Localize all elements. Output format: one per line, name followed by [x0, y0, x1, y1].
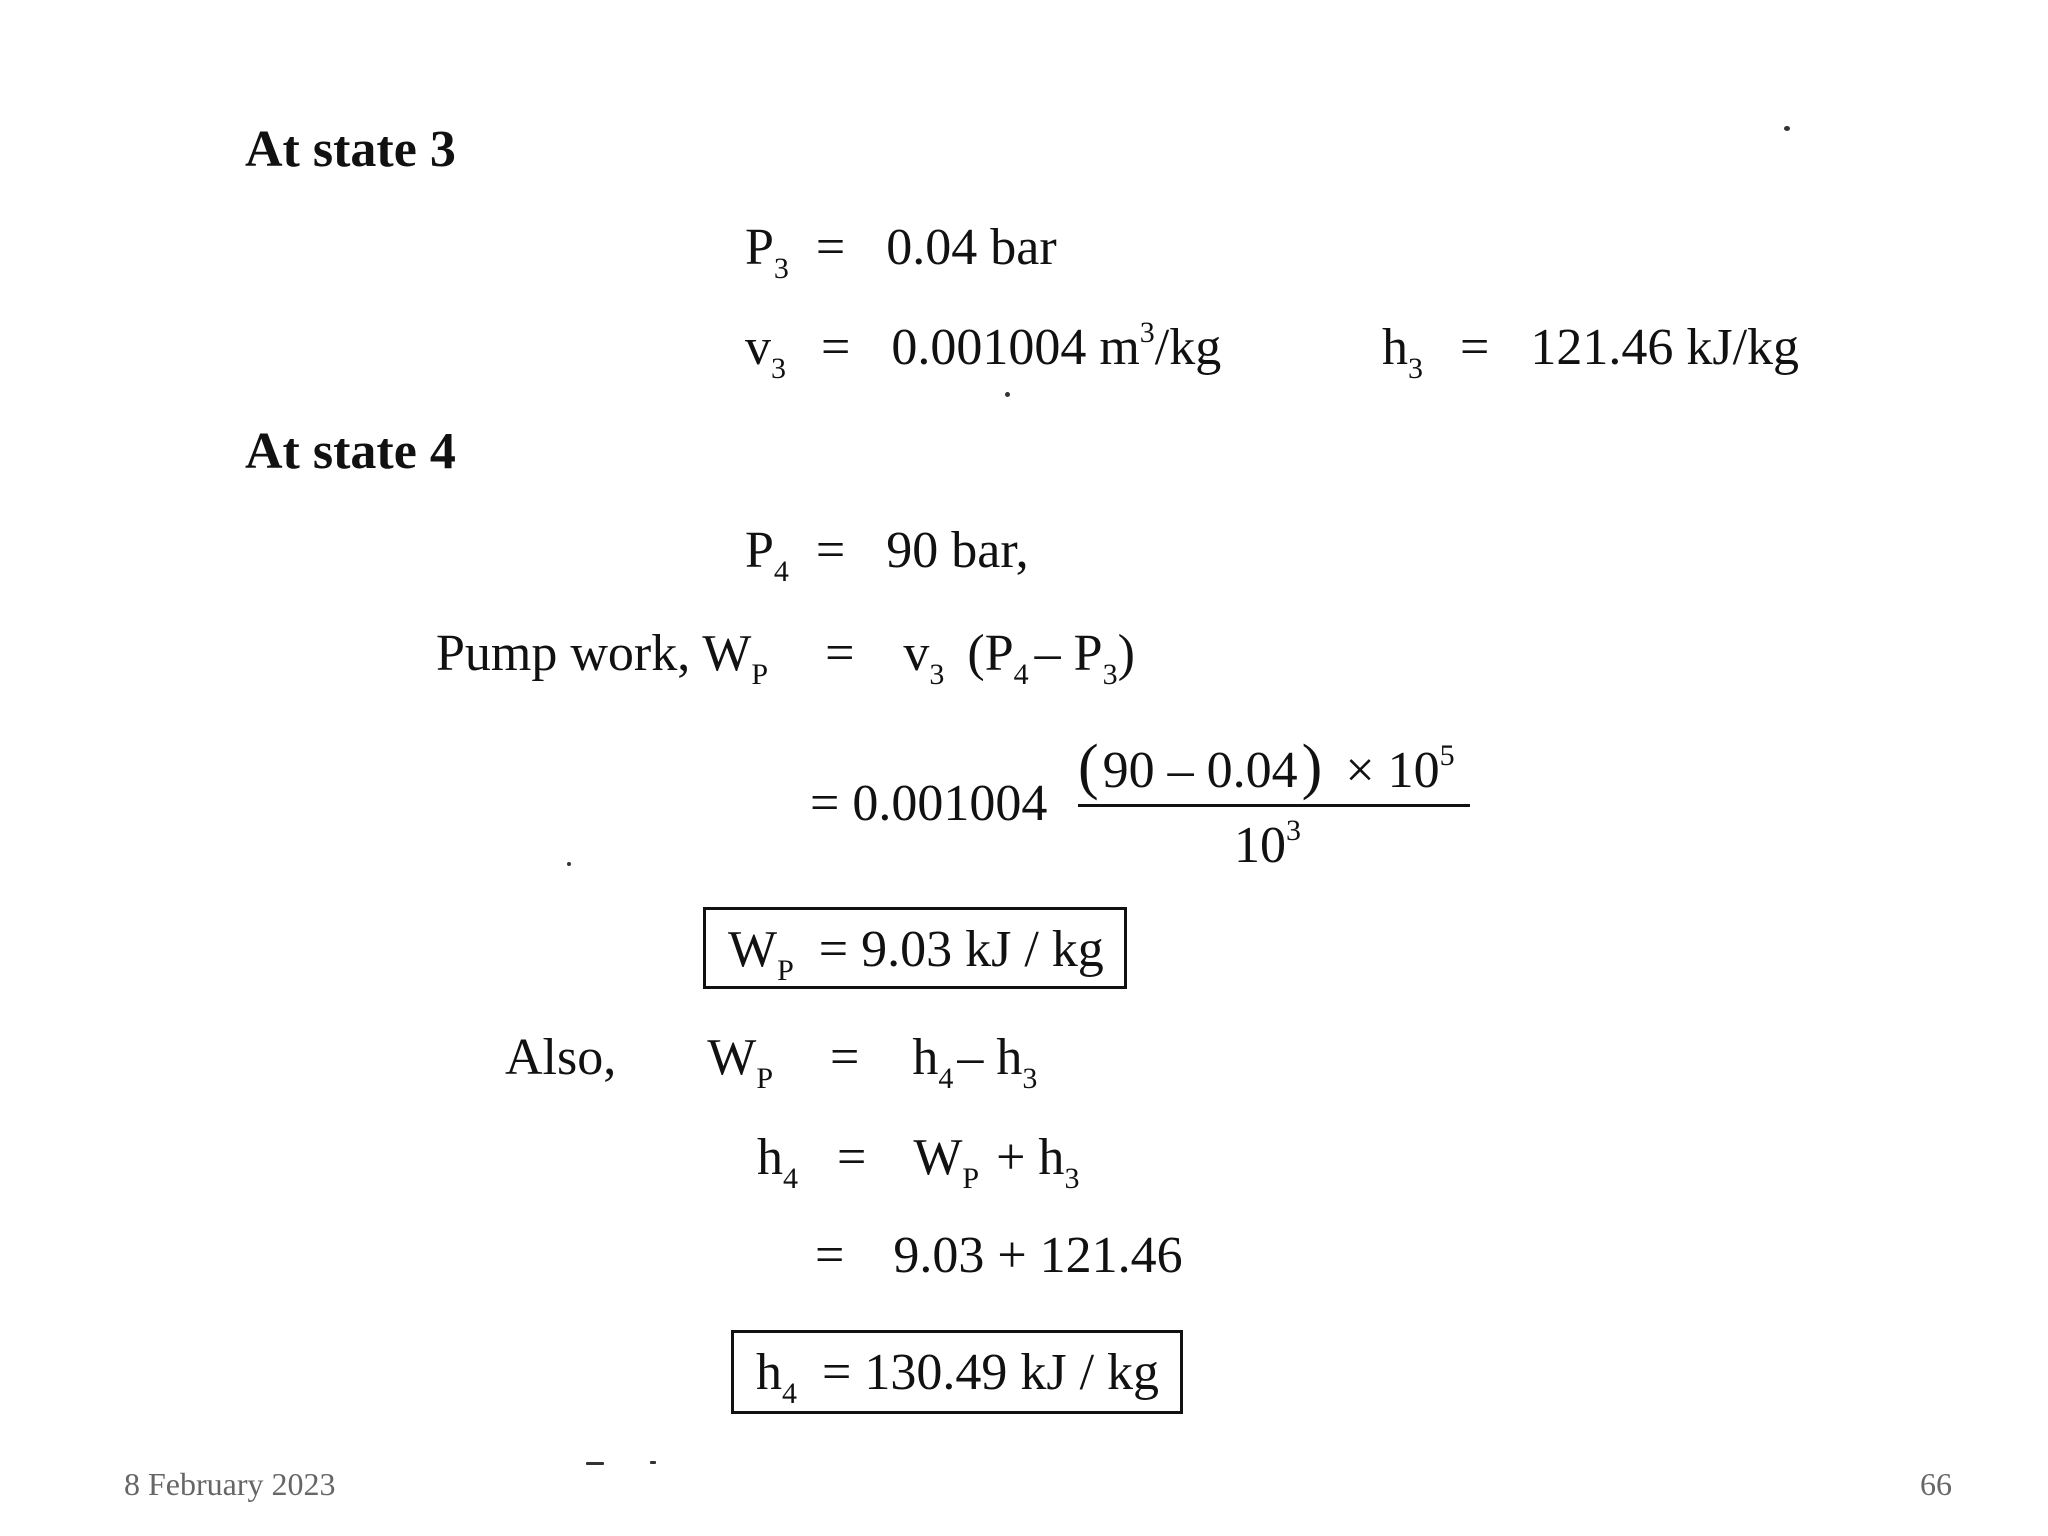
calc-prefix: = 0.001004 — [810, 775, 1048, 832]
h3-equals: = — [1460, 319, 1490, 376]
pump-work-label: Pump work, W — [436, 625, 752, 682]
h4-plus-h: + h — [996, 1129, 1065, 1186]
p3-equals: = — [815, 219, 846, 276]
scan-speck — [650, 1461, 656, 1464]
h4-h3-subscript: 3 — [1064, 1162, 1080, 1195]
calc-numerator-exponent: 5 — [1439, 739, 1455, 772]
p4-value: 90 bar, — [886, 522, 1029, 579]
p4-symbol: P — [745, 522, 774, 579]
p4-subscript: 4 — [773, 555, 789, 588]
sum-equation — [815, 1227, 1183, 1284]
p3-value: 0.04 bar — [886, 219, 1057, 276]
h4-subscript: 4 — [783, 1162, 798, 1195]
also-h4: h — [912, 1029, 939, 1086]
state4-heading: At state 4 — [245, 423, 456, 480]
also-h4-subscript: 4 — [938, 1062, 954, 1095]
pump-work-equation — [436, 625, 1135, 691]
p4-equation — [745, 522, 1029, 588]
h4-symbol: h — [757, 1129, 783, 1186]
scan-speck — [1784, 126, 1790, 131]
p3-subscript: 3 — [773, 252, 789, 285]
pump-work-result-box — [703, 907, 1127, 989]
p3-equation — [745, 219, 1057, 285]
also-wp-symbol: W — [707, 1029, 757, 1086]
h3-value: 121.46 kJ/kg — [1530, 319, 1800, 376]
scan-speck — [567, 862, 571, 866]
scan-speck — [1005, 392, 1010, 397]
result1-subscript: P — [777, 954, 794, 987]
pump-work-rhs-p3-subscript: 3 — [1102, 658, 1118, 691]
calc-numerator — [1078, 733, 1455, 801]
h3-symbol: h — [1382, 319, 1408, 376]
sum-equals: = — [815, 1227, 845, 1284]
pump-work-rhs-minus: – P — [1034, 625, 1103, 682]
also-word: Also, — [505, 1029, 617, 1086]
scan-speck — [586, 1462, 604, 1465]
calc-fraction-bar — [1078, 804, 1470, 807]
pump-work-label-subscript: P — [751, 658, 769, 691]
result2-symbol: h — [756, 1344, 782, 1401]
v3-value: 0.001004 m — [891, 319, 1140, 376]
v3-equals: = — [821, 319, 851, 376]
h4-wp-symbol: W — [913, 1129, 963, 1186]
calc-numerator-open-paren: ( — [1078, 733, 1099, 801]
v3-equation — [745, 316, 1222, 385]
h4-result-box — [731, 1330, 1183, 1414]
h3-subscript: 3 — [1408, 352, 1423, 385]
p3-symbol: P — [745, 219, 774, 276]
v3-unit-exponent: 3 — [1139, 316, 1155, 349]
calc-numerator-body: 90 – 0.04 — [1102, 742, 1298, 799]
v3-symbol: v — [745, 319, 771, 376]
also-h3-subscript: 3 — [1022, 1062, 1038, 1095]
pump-work-rhs-close: ) — [1117, 625, 1135, 682]
also-equals: = — [830, 1029, 860, 1086]
result1-symbol: W — [728, 921, 778, 978]
h4-wp-subscript: P — [962, 1162, 980, 1195]
calc-fraction — [1078, 728, 1478, 874]
pump-work-rhs-v-subscript: 3 — [929, 658, 945, 691]
h3-equation — [1382, 319, 1800, 385]
result1-text: = 9.03 kJ / kg — [818, 921, 1104, 978]
p4-equals: = — [815, 522, 846, 579]
h4-equation — [757, 1129, 1080, 1195]
calc-numerator-close-paren: ) — [1301, 733, 1323, 801]
pump-work-equals: = — [825, 625, 855, 682]
calc-denominator-exponent: 3 — [1286, 814, 1301, 847]
calc-numerator-times: × 10 — [1345, 742, 1440, 799]
footer-page-number: 66 — [1920, 1466, 1952, 1502]
pump-work-rhs-open: (P — [967, 625, 1014, 682]
h4-equals: = — [837, 1129, 867, 1186]
calc-denominator-base: 10 — [1234, 817, 1286, 874]
v3-unit: /kg — [1154, 319, 1222, 376]
result2-subscript: 4 — [782, 1377, 797, 1410]
calc-denominator — [1234, 814, 1301, 874]
state3-heading: At state 3 — [245, 121, 456, 178]
also-minus-h: – h — [957, 1029, 1023, 1086]
also-equation — [505, 1029, 1038, 1095]
also-wp-subscript: P — [756, 1062, 774, 1095]
pump-work-rhs-v: v — [903, 625, 930, 682]
result2-text: = 130.49 kJ / kg — [822, 1344, 1160, 1401]
v3-subscript: 3 — [771, 352, 786, 385]
pump-work-rhs-p4-subscript: 4 — [1013, 658, 1029, 691]
footer-date: 8 February 2023 — [124, 1466, 336, 1502]
sum-expression: 9.03 + 121.46 — [893, 1227, 1183, 1284]
